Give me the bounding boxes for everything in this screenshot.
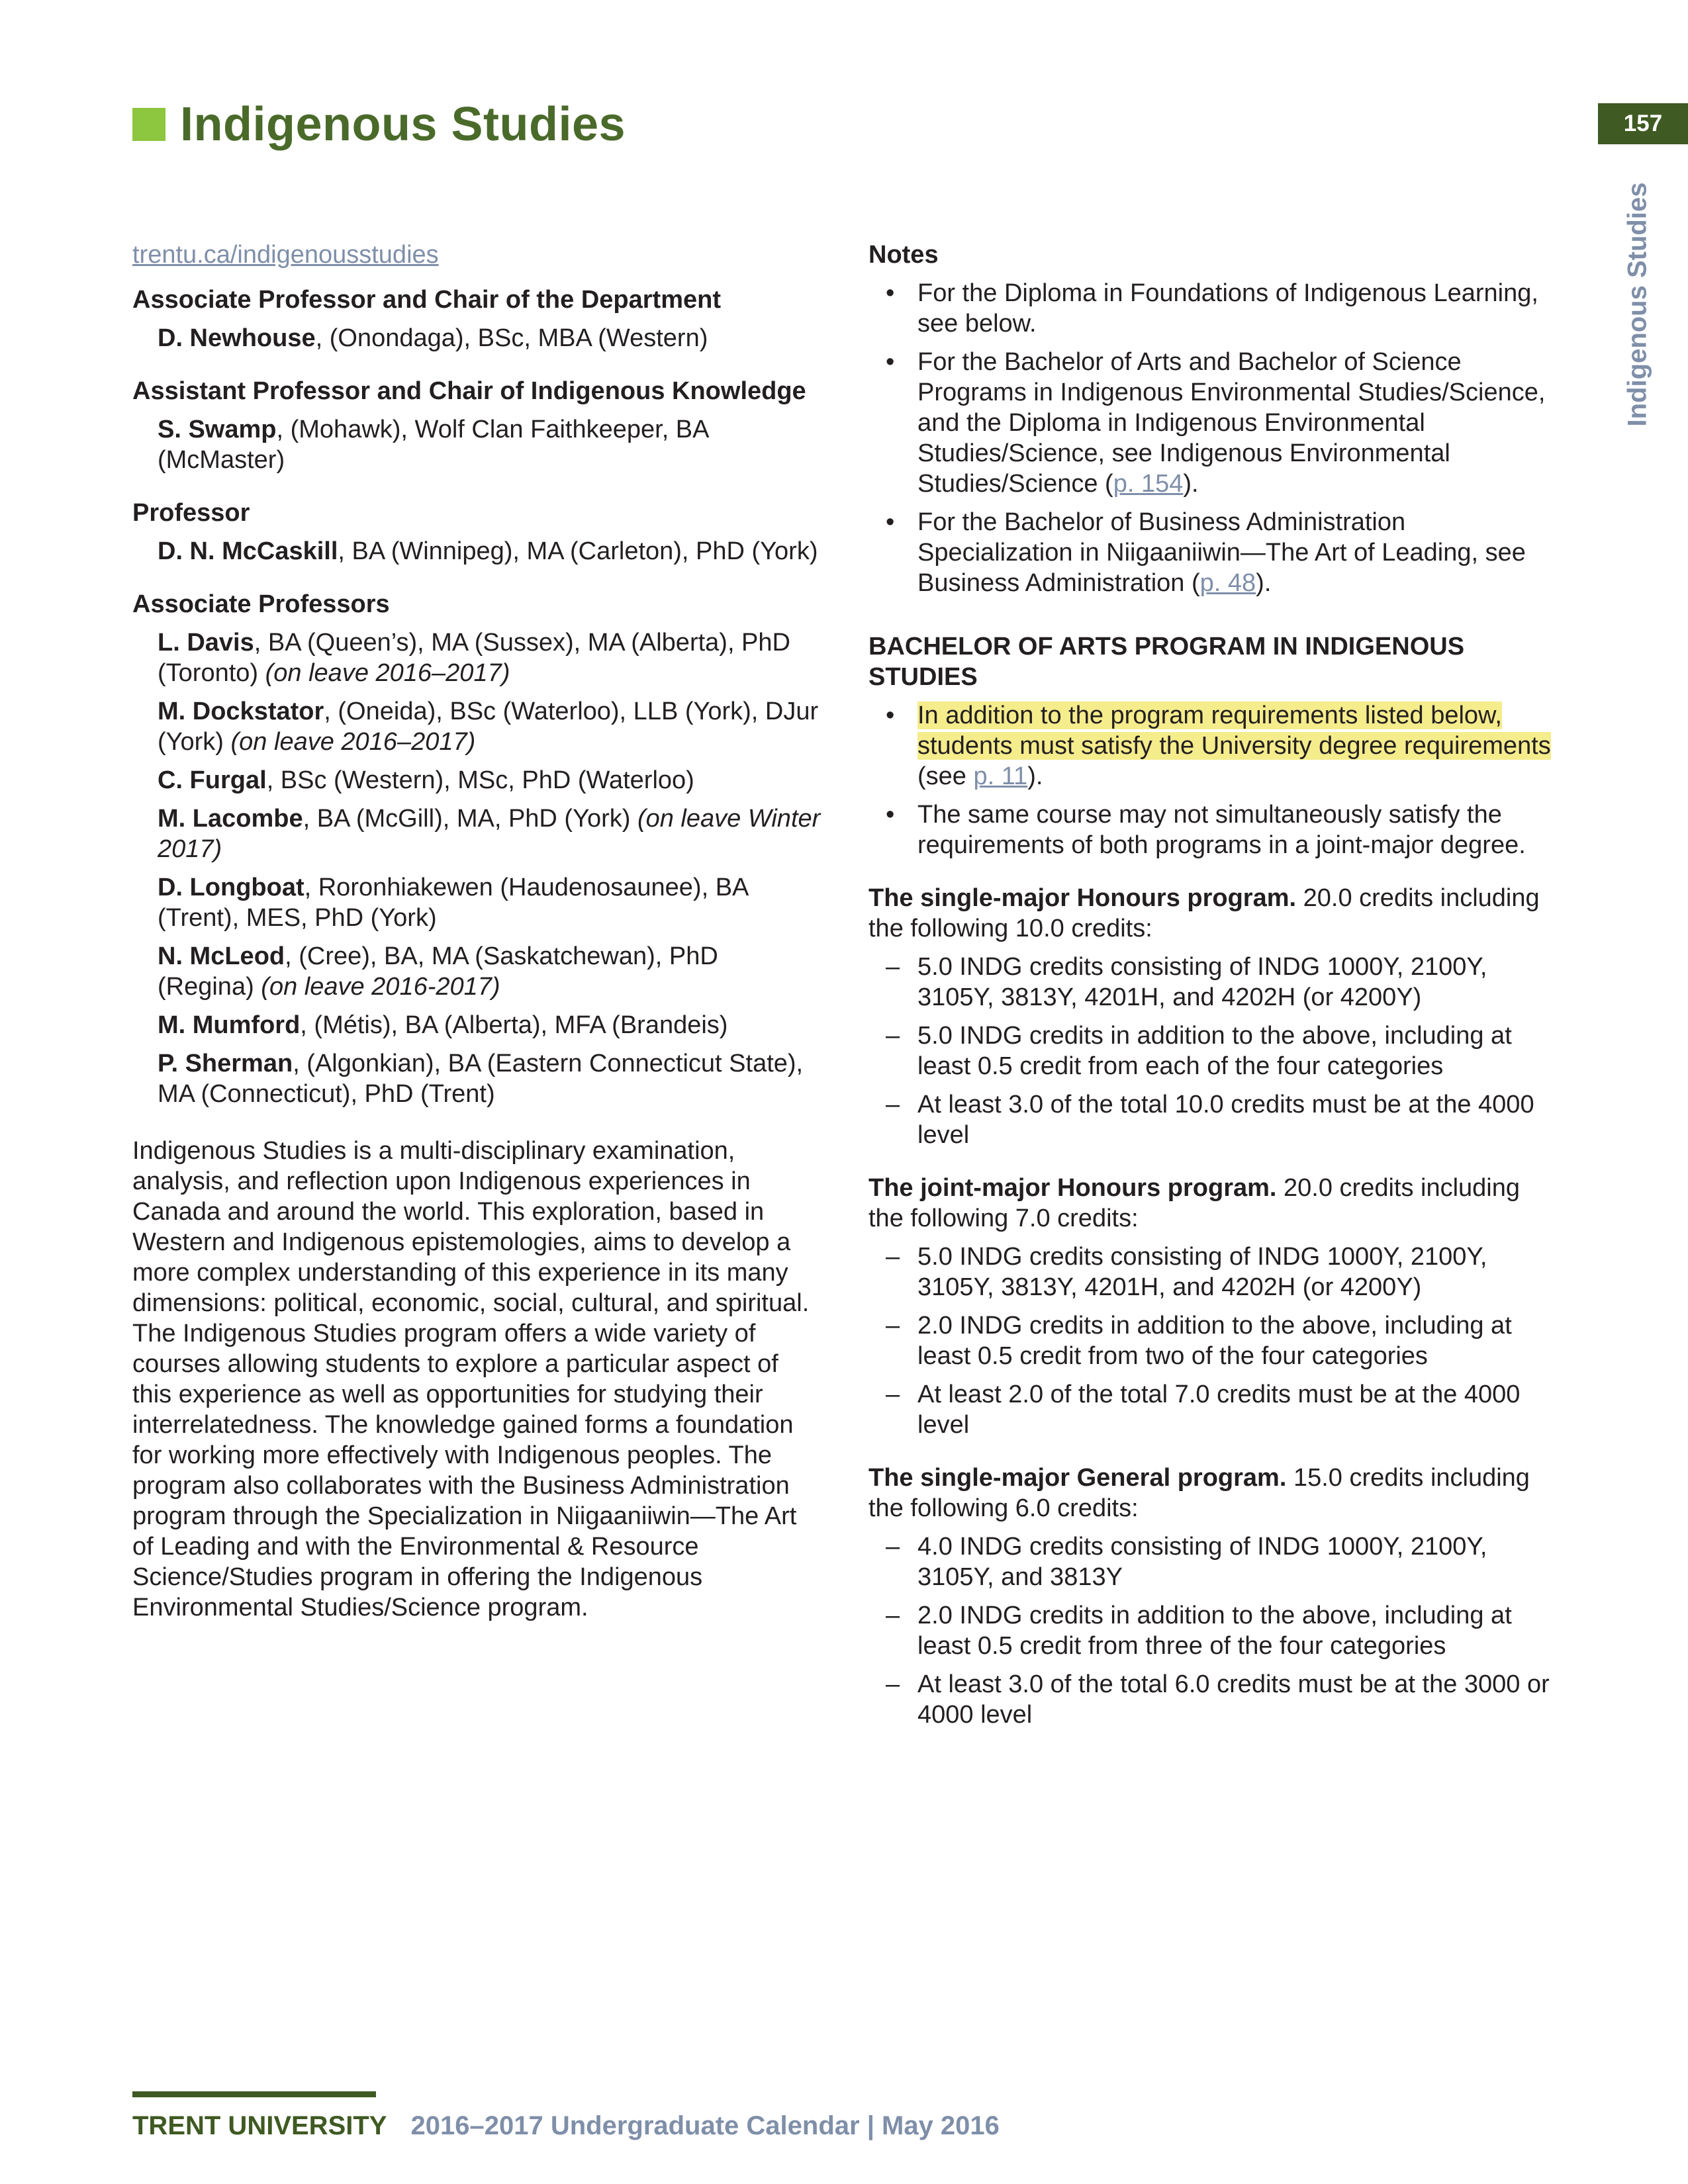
page-link[interactable]: p. 48 [1199,569,1256,597]
faculty-entry [132,323,821,353]
faculty-entry [132,872,821,933]
ba-program-heading: BACHELOR OF ARTS PROGRAM IN INDIGENOUS STUDIES [868,633,1465,691]
page-link[interactable]: p. 11 [973,762,1028,790]
faculty-name: M. Mumford [158,1011,301,1039]
faculty-detail: , (Métis), BA (Alberta), MFA (Brandeis) [300,1011,728,1039]
program-heading: The single-major Honours program. 20.0 credits including the following 10.0 credits: [868,884,1540,942]
faculty-detail: , BA (Winnipeg), MA (Carleton), PhD (York) [338,537,818,565]
faculty-name: D. N. McCaskill [158,537,338,565]
highlighted-text: In addition to the program requirements listed below, students must satisfy the University degree requirements [917,702,1551,760]
note-item: • In addition to the program requirements listed below, students must satisfy the University degree requirements (see p. 11). [868,700,1557,792]
requirement-item: – 5.0 INDG credits consisting of INDG 1000Y, 2100Y, 3105Y, 3813Y, 4201H, and 4202H (or 4200Y) [868,1242,1557,1302]
faculty-entry [132,414,821,475]
department-url-link[interactable]: trentu.ca/indigenousstudies [132,241,439,269]
requirement-item: – At least 3.0 of the total 10.0 credits must be at the 4000 level [868,1089,1557,1150]
note-item: • The same course may not simultaneously satisfy the requirements of both programs in a joint-major degree. [868,799,1557,860]
page-link[interactable]: p. 154 [1113,470,1184,498]
side-tab [1598,119,1677,437]
requirement-item: – At least 3.0 of the total 6.0 credits must be at the 3000 or 4000 level [868,1669,1557,1730]
associate-professors-role: Associate Professors [132,590,390,618]
faculty-detail: , (Algonkian), BA (Eastern Connecticut State), MA (Connecticut), PhD (Trent) [158,1050,804,1108]
faculty-name: P. Sherman [158,1050,293,1077]
faculty-entry [132,1048,821,1109]
footer-calendar: 2016–2017 Undergraduate Calendar | May 2016 [410,2111,1000,2140]
note-item: • For the Bachelor of Arts and Bachelor of Science Programs in Indigenous Environmental Studies/Science, and the Diploma in Indigenous Environmental Studies/Science, see Indigenous Environmental Studies/Science (p. 154). [868,347,1557,499]
faculty-detail: , (Cree), BA, MA (Saskatchewan), PhD (Regina) [158,942,718,1001]
faculty-entry [132,696,821,757]
professor-role: Professor [132,499,250,527]
faculty-name: N. McLeod [158,942,285,970]
faculty-entry [132,627,821,688]
right-column [868,240,1557,1730]
faculty-detail: , (Mohawk), Wolf Clan Faithkeeper, BA (McMaster) [158,416,708,474]
requirement-item: – 2.0 INDG credits in addition to the above, including at least 0.5 credit from two of the four categories [868,1310,1557,1371]
faculty-detail: , (Oneida), BSc (Waterloo), LLB (York), DJur (York) [158,698,819,756]
requirement-list [868,1531,1557,1730]
requirement-list [868,952,1557,1150]
leave-note: (on leave 2016–2017) [230,728,476,756]
leave-note: (on leave 2016-2017) [261,973,500,1001]
requirement-item: – At least 2.0 of the total 7.0 credits must be at the 4000 level [868,1379,1557,1440]
leave-note: (on leave Winter 2017) [158,805,821,863]
page-header [132,91,626,158]
faculty-detail: , BA (Queen’s), MA (Sussex), MA (Alberta), PhD (Toronto) [158,629,790,687]
footer-university: TRENT UNIVERSITY [132,2111,387,2140]
leave-note: (on leave 2016–2017) [265,659,510,687]
faculty-entry [132,1010,821,1040]
faculty-entry [132,803,821,864]
requirement-item: – 4.0 INDG credits consisting of INDG 1000Y, 2100Y, 3105Y, and 3813Y [868,1531,1557,1592]
requirement-item: – 2.0 INDG credits in addition to the above, including at least 0.5 credit from three of the four categories [868,1600,1557,1661]
page-title: Indigenous Studies [180,98,626,151]
faculty-name: C. Furgal [158,766,267,794]
notes-heading: Notes [868,241,939,269]
side-tab-label: Indigenous Studies [1622,182,1652,427]
faculty-detail: , (Onondaga), BSc, MBA (Western) [315,324,708,352]
ik-chair-role: Assistant Professor and Chair of Indigenous Knowledge [132,377,806,405]
title-marker [132,108,165,141]
note-item: • For the Bachelor of Business Administration Specialization in Niigaaniiwin—The Art of Leading, see Business Administration (p. 48). [868,507,1557,598]
note-item: • For the Diploma in Foundations of Indigenous Learning, see below. [868,278,1557,339]
faculty-name: L. Davis [158,629,254,657]
faculty-name: D. Longboat [158,874,305,901]
faculty-entry [132,765,821,796]
page-footer [132,2111,1000,2141]
program-heading: The joint-major Honours program. 20.0 credits including the following 7.0 credits: [868,1174,1521,1232]
program-heading: The single-major General program. 15.0 credits including the following 6.0 credits: [868,1464,1530,1522]
notes-list [868,278,1557,598]
faculty-name: M. Dockstator [158,698,324,725]
ba-notes-list [868,700,1557,860]
footer-rule [132,2091,376,2097]
program-description: Indigenous Studies is a multi-disciplinary examination, analysis, and reflection upon Indigenous experiences in Canada and around the world. This exploration, based in Western and Indigenous epistemologies, aims to develop a more complex understanding of this experience in its many dimensions: political, economic, social, cultural, and spiritual. The Indigenous Studies program offers a wide variety of courses allowing students to explore a particular aspect of this experience as well as opportunities for studying their interrelatedness. The knowledge gained forms a foundation for working more effectively with Indigenous peoples. The program also collaborates with the Business Administration program through the Specialization in Niigaaniiwin—The Art of Leading and with the Environmental & Resource Science/Studies program in offering the Indigenous Environmental Studies/Science program. [132,1137,810,1621]
faculty-detail: , Roronhiakewen (Haudenosaunee), BA (Trent), MES, PhD (York) [158,874,748,932]
requirement-item: – 5.0 INDG credits consisting of INDG 1000Y, 2100Y, 3105Y, 3813Y, 4201H, and 4202H (or 4200Y) [868,952,1557,1013]
faculty-detail: , BSc (Western), MSc, PhD (Waterloo) [266,766,694,794]
faculty-name: M. Lacombe [158,805,303,833]
requirement-list [868,1242,1557,1440]
page-number: 157 [1598,103,1688,144]
faculty-name: S. Swamp [158,416,277,443]
faculty-entry [132,941,821,1002]
left-column [132,240,821,1623]
chair-role: Associate Professor and Chair of the Department [132,286,721,314]
faculty-name: D. Newhouse [158,324,316,352]
requirement-item: – 5.0 INDG credits in addition to the above, including at least 0.5 credit from each of the four categories [868,1021,1557,1081]
faculty-detail: , BA (McGill), MA, PhD (York) [303,805,637,833]
faculty-entry [132,536,821,567]
